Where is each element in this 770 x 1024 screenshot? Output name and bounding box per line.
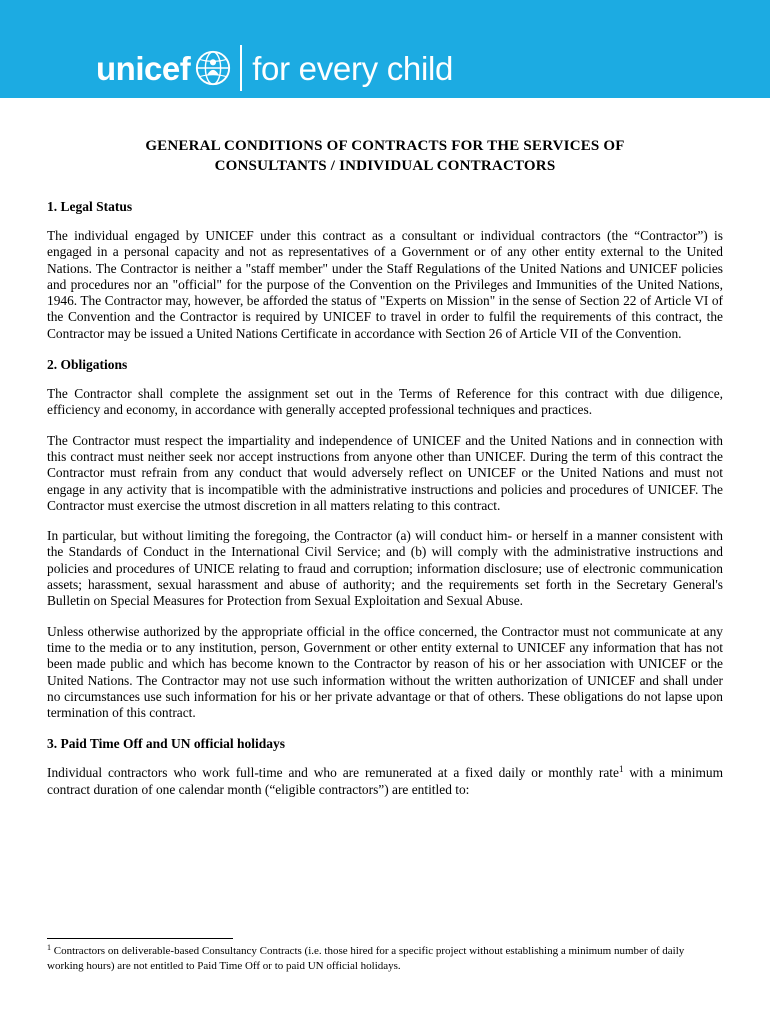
unicef-logo: [96, 45, 453, 91]
logo-wordmark: unicef: [96, 49, 191, 87]
header-banner: [0, 0, 770, 98]
paragraph: Unless otherwise authorized by the appropriate official in the office concerned, the Contractor must not communicate at any time to the media or to any institution, person, Government or other entity external to UNICEF any information that has not been made public and which has become known to the Contractor by reason of his or her association with UNICEF or the United Nations. The Contractor may not use such information without the written authorization of UNICEF and shall under no circumstances use such information for his or her private advantage or that of others. These obligations do not lapse upon termination of this contract.: [47, 623, 723, 721]
paragraph: In particular, but without limiting the foregoing, the Contractor (a) will conduct him- or herself in a manner consistent with the Standards of Conduct in the International Civil Service; and (b) will comply with the administrative instructions and policies and procedures of UNICE relating to fraud and corruption; information disclosure; use of electronic communication assets; harassment, sexual harassment and abuse of authority; and the requirements set forth in the Secretary General's Bulletin on Special Measures for Protection from Sexual Exploitation and Sexual Abuse.: [47, 528, 723, 609]
document-title: [47, 136, 723, 176]
paragraph: The Contractor must respect the impartiality and independence of UNICEF and the United Nations and in connection with this contract must neither seek nor accept instructions from anyone other than UNICEF. During the term of this contract the Contractor must refrain from any conduct that would adversely reflect on UNICEF or the United Nations and must not engage in any activity that is incompatible with the administrative instructions and policies and procedures of UNICEF. The Contractor must exercise the utmost discretion in all matters relating to this contract.: [47, 432, 723, 513]
section-heading: 2. Obligations: [47, 357, 128, 373]
footnote-marker: 1: [47, 943, 51, 952]
paragraph-text-start: Individual contractors who work full-time and who are remunerated at a fixed daily or monthly rate: [47, 765, 619, 781]
paragraph: The individual engaged by UNICEF under this contract as a consultant or individual contractors (the “Contractor”) is engaged in a personal capacity and not as representatives of a Government or of any other entity external to the United Nations. The Contractor is neither a "staff member" under the Staff Regulations of the United Nations and UNICEF policies and procedures nor an "official" for the purpose of the Convention on the Privileges and Immunities of the United Nations, 1946. The Contractor may, however, be afforded the status of "Experts on Mission" in the sense of Section 22 of Article VI of the Convention and the Contractor is required by UNICEF to travel in order to fulfil the requirements of this contract, the Contractor may be issued a United Nations Certificate in accordance with Section 26 of Article VII of the Convention.: [47, 228, 723, 341]
footnote: [47, 944, 723, 973]
section-paid-time-off: [47, 735, 723, 798]
paragraph: [47, 765, 723, 798]
footnote-text: Contractors on deliverable-based Consultancy Contracts (i.e. those hired for a specific project without establishing a minimum number of daily working hours) are not entitled to Paid Time Off or to paid UN official holidays.: [47, 945, 685, 972]
section-heading: 1. Legal Status: [47, 199, 133, 214]
logo-divider: [240, 45, 242, 91]
footnote-divider: [47, 938, 233, 939]
logo-tagline: for every child: [252, 49, 454, 87]
section-obligations: [47, 356, 723, 721]
unicef-emblem-icon: [194, 49, 232, 87]
paragraph-text-end: with a minimum contract duration of one calendar month (“eligible contractors”) are entitled to:: [47, 765, 723, 797]
document-body: [47, 136, 723, 812]
footnote-reference: 1: [618, 764, 624, 775]
paragraph: The Contractor shall complete the assignment set out in the Terms of Reference for this contract with due diligence, efficiency and economy, in accordance with generally accepted professional techniques and practices.: [47, 386, 723, 418]
section-legal-status: [47, 198, 723, 342]
section-heading: 3. Paid Time Off and UN official holidays: [47, 736, 286, 752]
document-title-line-1: GENERAL CONDITIONS OF CONTRACTS FOR THE SERVICES OF: [145, 138, 625, 154]
document-title-line-2: CONSULTANTS / INDIVIDUAL CONTRACTORS: [214, 158, 556, 174]
